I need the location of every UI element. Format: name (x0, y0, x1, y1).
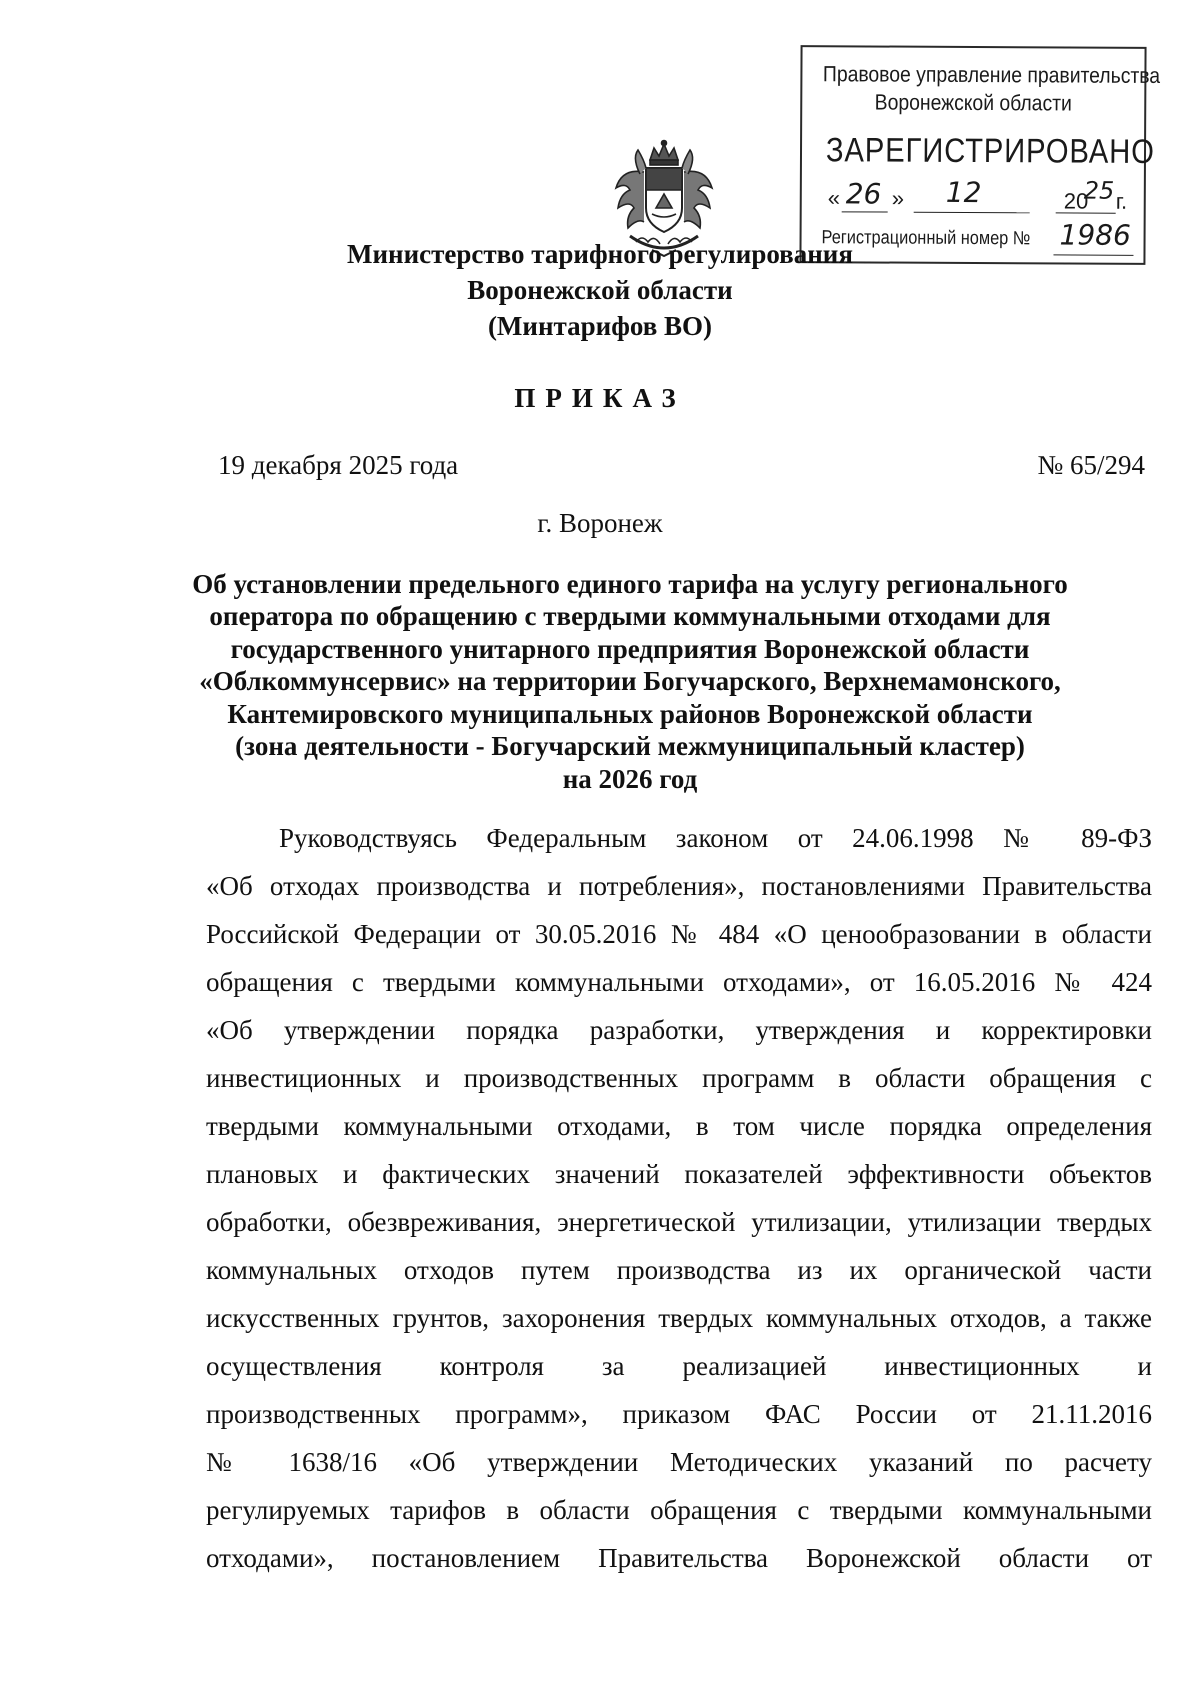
body-line: искусственных грунтов, захоронения твердых коммунальных отходов, а также (206, 1303, 1152, 1333)
body-line: «Об отходах производства и потребления», постановлениями Правительства (206, 871, 1152, 901)
body-line: плановых и фактических значений показателей эффективности объектов (206, 1159, 1152, 1189)
registration-stamp (799, 45, 1161, 265)
order-title: ПРИКАЗ (514, 383, 686, 413)
stamp-quote-open: « (827, 185, 841, 211)
order-city: г. Воронеж (537, 508, 663, 538)
body-line: производственных программ», приказом ФАС России от 21.11.2016 (206, 1399, 1152, 1429)
body-line: инвестиционных и производственных программ в области обращения с (206, 1063, 1152, 1093)
stamp-month-underline (914, 212, 1030, 214)
stamp-date (828, 175, 1128, 221)
stamp-day-underline (842, 211, 888, 212)
body-line: № 1638/16 «Об утверждении Методических указаний по расчету (206, 1447, 1152, 1477)
subject-line: на 2026 год (562, 764, 698, 794)
body-line: Российской Федерации от 30.05.2016 № 484 «О ценообразовании в области (206, 919, 1152, 949)
subject-line: Об установлении предельного единого тарифа на услугу регионального (192, 569, 1068, 599)
body-line: твердыми коммунальными отходами, в том числе порядка определения (206, 1111, 1152, 1141)
ministry-short-name: (Минтарифов ВО) (487, 311, 713, 341)
stamp-year-hand: 25 (1083, 176, 1115, 205)
body-line: Руководствуясь Федеральным законом от 24.06.1998 № 89-ФЗ (279, 823, 1152, 853)
stamp-reg-number-label: Регистрационный номер № (821, 227, 1031, 250)
subject-line: Кантемировского муниципальных районов Воронежской области (227, 699, 1033, 729)
body-line: «Об утверждении порядка разработки, утверждения и корректировки (206, 1015, 1152, 1045)
body-line: отходами», постановлением Правительства Воронежской области от (206, 1543, 1152, 1573)
subject-line: «Облкоммунсервис» на территории Богучарского, Верхнемамонского, (199, 666, 1061, 696)
body-line: обращения с твердыми коммунальными отходами», от 16.05.2016 № 424 (206, 967, 1152, 997)
order-number: № 65/294 (1037, 450, 1145, 480)
body-line: коммунальных отходов путем производства из их органической части (206, 1255, 1152, 1285)
body-line: регулируемых тарифов в области обращения с твердыми коммунальными (206, 1495, 1152, 1525)
stamp-year-prefix: 20 (1063, 188, 1089, 214)
stamp-year-suffix: г. (1115, 188, 1128, 214)
subject-line: оператора по обращению с твердыми коммунальными отходами для (209, 601, 1051, 631)
stamp-reg-number-value: 1986 (1059, 218, 1131, 252)
ministry-name-line2: Воронежской области (467, 275, 733, 305)
ministry-name-line1: Министерство тарифного регулирования (347, 239, 853, 269)
stamp-org-line1: Правовое управление правительства (822, 61, 1161, 88)
subject-line: (зона деятельности - Богучарский межмуниципальный кластер) (235, 731, 1025, 761)
body-line: обработки, обезвреживания, энергетической утилизации, утилизации твердых (206, 1207, 1152, 1237)
stamp-quote-close: » (891, 185, 905, 211)
subject-line: государственного унитарного предприятия Воронежской области (230, 634, 1030, 664)
order-date: 19 декабря 2025 года (218, 450, 459, 480)
body-line: осуществления контроля за реализацией инвестиционных и (206, 1351, 1152, 1381)
stamp-org-line2: Воронежской области (874, 89, 1072, 116)
stamp-date-day: 26 (845, 177, 882, 211)
stamp-date-month: 12 (945, 175, 982, 210)
stamp-registered: ЗАРЕГИСТРИРОВАНО (825, 131, 1155, 171)
